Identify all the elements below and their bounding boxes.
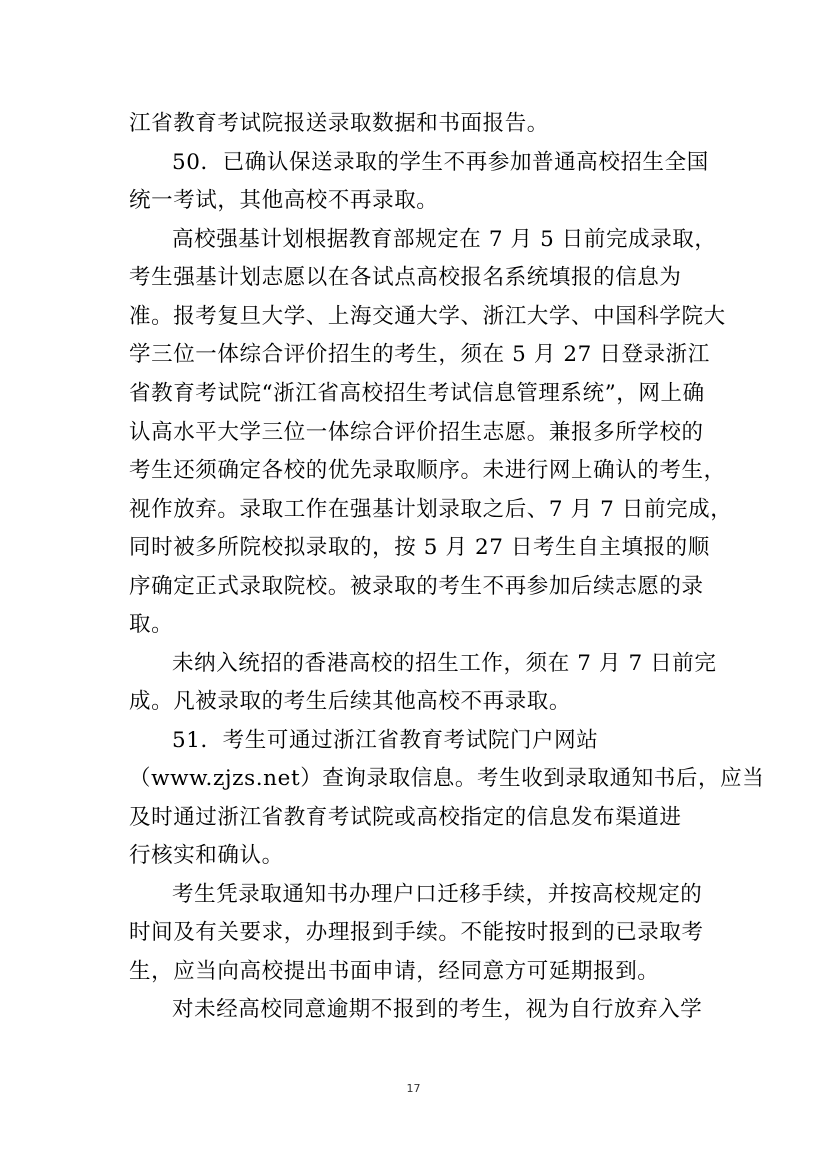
text-line: 江省教育考试院报送录取数据和书面报告。 [129,111,549,136]
text-line: 及时通过浙江省教育考试院或高校指定的信息发布渠道进 [129,805,682,830]
text-line: 未纳入统招的香港高校的招生工作，须在 7 月 7 日前完 [172,651,717,676]
text-line: 时间及有关要求，办理报到手续。不能按时报到的已录取考 [129,920,704,945]
text-line: 50．已确认保送录取的学生不再参加普通高校招生全国 [172,150,709,175]
text-line: （www.zjzs.net）查询录取信息。考生收到录取通知书后，应当 [129,766,765,791]
text-line: 同时被多所院校拟录取的，按 5 月 27 日考生自主填报的顺 [129,535,710,560]
text-line: 考生强基计划志愿以在各试点高校报名系统填报的信息为 [129,265,682,290]
text-line: 对未经高校同意逾期不报到的考生，视为自行放弃入学 [172,997,703,1022]
text-line: 学三位一体综合评价招生的考生，须在 5 月 27 日登录浙江 [129,342,710,367]
text-line: 行核实和确认。 [129,843,284,868]
text-line: 51．考生可通过浙江省教育考试院门户网站 [172,728,599,753]
text-line: 考生凭录取通知书办理户口迁移手续，并按高校规定的 [172,882,703,907]
page-number: 17 [406,1082,421,1095]
text-line: 视作放弃。录取工作在强基计划录取之后、7 月 7 日前完成， [129,497,733,522]
text-line: 统一考试，其他高校不再录取。 [129,188,439,213]
text-line: 成。凡被录取的考生后续其他高校不再录取。 [129,689,572,714]
text-line: 准。报考复旦大学、上海交通大学、浙江大学、中国科学院大 [129,304,726,329]
text-line: 高校强基计划根据教育部规定在 7 月 5 日前完成录取， [172,227,717,252]
text-line: 考生还须确定各校的优先录取顺序。未进行网上确认的考生， [129,458,726,483]
text-line: 取。 [129,612,174,637]
text-line: 序确定正式录取院校。被录取的考生不再参加后续志愿的录 [129,574,704,599]
text-line: 认高水平大学三位一体综合评价招生志愿。兼报多所学校的 [129,420,704,445]
text-line: 省教育考试院“浙江省高校招生考试信息管理系统”，网上确 [129,381,705,406]
text-line: 生，应当向高校提出书面申请，经同意方可延期报到。 [129,959,660,984]
